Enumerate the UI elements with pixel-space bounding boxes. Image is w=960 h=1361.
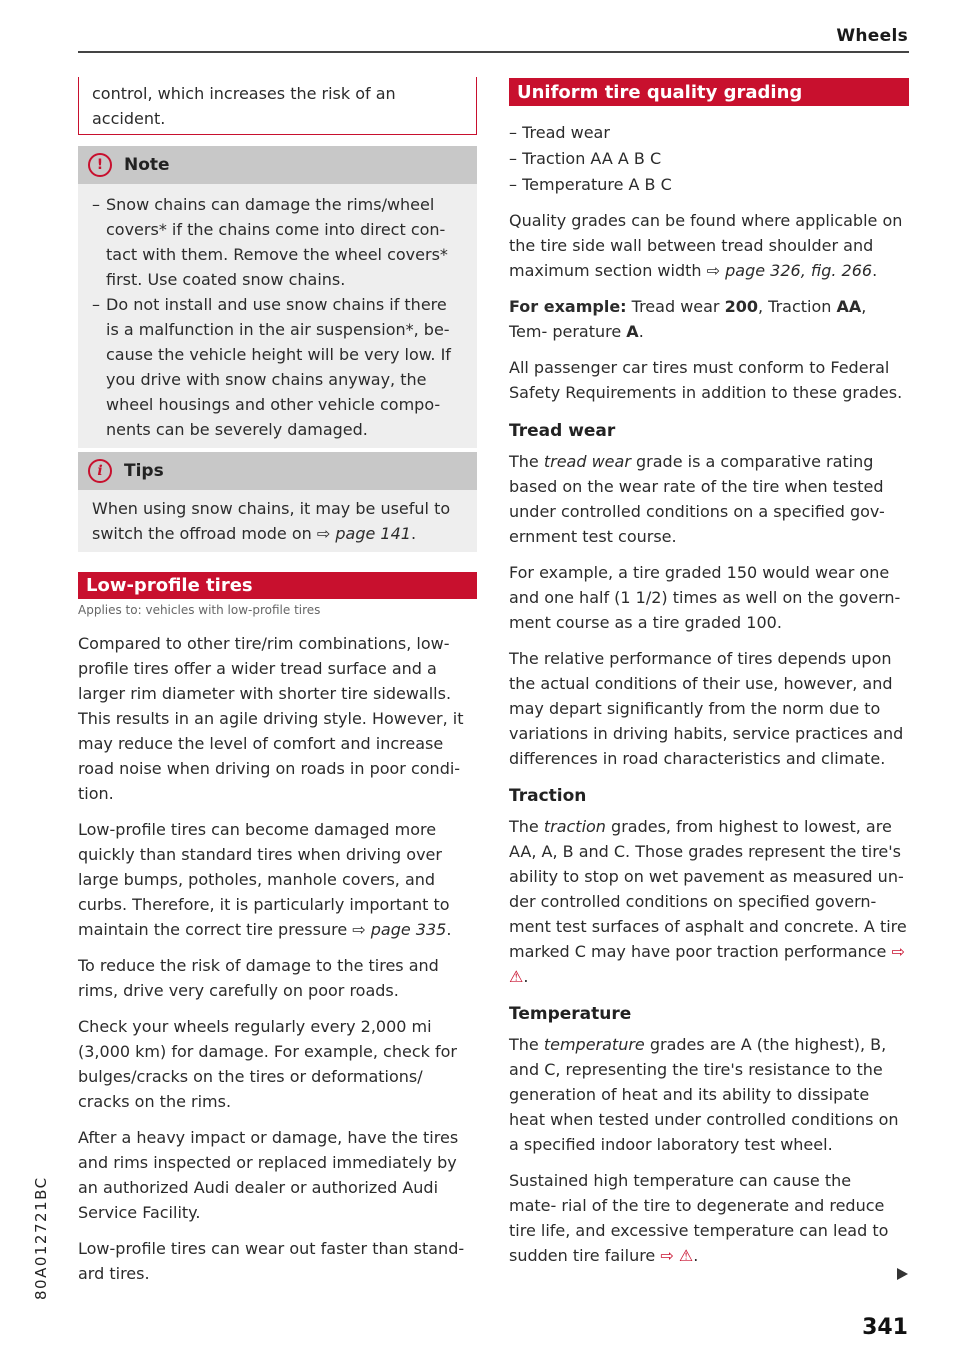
paragraph xyxy=(78,817,470,942)
tips-text xyxy=(78,490,472,552)
list-item: – Traction AA A B C xyxy=(509,149,662,168)
warning-box-continued xyxy=(78,77,477,135)
example-value: 200 xyxy=(724,297,758,316)
exclamation-icon: ! xyxy=(88,153,112,177)
note-list xyxy=(78,184,477,448)
example-text: , Traction xyxy=(758,297,837,316)
list-item: – Temperature A B C xyxy=(509,175,672,194)
subheading-traction: Traction xyxy=(509,786,587,806)
tips-body: When using snow chains, it may be useful to switch the offroad mode on xyxy=(92,499,451,543)
page-number: 341 xyxy=(862,1315,908,1340)
paragraph-text: Sustained high temperature can cause the mate- rial of the tire to degenerate and reduce tire life, and excessive temperature can lead to sudden tire failure xyxy=(509,1171,889,1265)
header-rule xyxy=(78,51,909,53)
paragraph: All passenger car tires must conform to Federal Safety Requirements in addition to these grades. xyxy=(509,358,903,402)
section-heading: Low-profile tires xyxy=(78,572,477,599)
note-box xyxy=(78,146,477,448)
example-text: Tread wear xyxy=(626,297,725,316)
tips-title: Tips xyxy=(124,461,164,481)
subheading-tread-wear: Tread wear xyxy=(509,421,616,441)
section-heading: Uniform tire quality grading xyxy=(509,78,909,106)
paragraph-text: The xyxy=(509,452,544,471)
paragraph-end: . xyxy=(693,1246,699,1265)
warning-text: control, which increases the risk of an accident. xyxy=(92,84,396,128)
utqg-section xyxy=(509,78,909,1268)
warning-ref-icon[interactable]: ⇨ ⚠ xyxy=(509,942,905,986)
paragraph xyxy=(509,208,909,283)
low-profile-section xyxy=(78,572,477,1286)
paragraph: Compared to other tire/rim combinations, low- profile tires offer a wider tread surface and a larger rim diameter with shorter tire sidewalls. This results in an agile driving style. However, it may reduce the level of comfort and increase road noise when driving on roads in poor condi- tion. xyxy=(78,634,464,803)
paragraph xyxy=(509,814,909,989)
paragraph: To reduce the risk of damage to the tires and rims, drive very carefully on poor roads. xyxy=(78,956,439,1000)
applies-to: Applies to: vehicles with low-profile tires xyxy=(78,603,321,617)
page-ref-link[interactable]: ⇨ page 326, fig. 266 xyxy=(706,261,873,280)
paragraph: Low-profile tires can wear out faster than stand- ard tires. xyxy=(78,1239,465,1283)
document-code: 80A012721BC xyxy=(32,1176,50,1300)
paragraph: After a heavy impact or damage, have the tires and rims inspected or replaced immediately by an authorized Audi dealer or authorized Audi Service Facility. xyxy=(78,1128,459,1222)
continue-arrow-icon xyxy=(897,1268,908,1280)
emphasis: temperature xyxy=(543,1035,645,1054)
paragraph-text: grades, from highest to lowest, are AA, A, B and C. Those grades represent the tire's ability to stop on wet pavement as measured un- der controlled conditions on specified govern- ment test surfaces of asphalt and concrete. A tire marked C may have poor traction performance xyxy=(509,817,907,961)
list-item: – Tread wear xyxy=(509,123,610,142)
subheading-temperature: Temperature xyxy=(509,1004,632,1024)
note-header xyxy=(78,146,477,184)
example-value: AA xyxy=(836,297,862,316)
example-text: , Tem- perature xyxy=(509,297,867,341)
tips-header xyxy=(78,452,477,490)
paragraph xyxy=(509,449,909,549)
emphasis: traction xyxy=(543,817,606,836)
paragraph: Check your wheels regularly every 2,000 mi (3,000 km) for damage. For example, check for bulges/cracks on the tires or deformations/ cracks on the rims. xyxy=(78,1017,457,1111)
example-value: A xyxy=(626,322,639,341)
paragraph-end: . xyxy=(872,261,878,280)
tips-box xyxy=(78,452,477,552)
example-label: For example: xyxy=(509,297,627,316)
page-ref-link[interactable]: ⇨ page 335 xyxy=(352,920,447,939)
note-title: Note xyxy=(124,155,170,175)
paragraph-end: . xyxy=(523,967,529,986)
example-paragraph xyxy=(509,294,909,344)
paragraph-text: Quality grades can be found where applicable on the tire side wall between tread shoulder and maximum section width xyxy=(509,211,903,280)
paragraph-text: grades are A (the highest), B, and C, representing the tire's resistance to the generation of heat and its ability to dissipate heat when tested under controlled conditions on a specified indoor laboratory test wheel. xyxy=(509,1035,899,1154)
chapter-title: Wheels xyxy=(836,26,908,46)
info-icon: i xyxy=(88,459,112,483)
emphasis: tread wear xyxy=(543,452,631,471)
note-item: – Snow chains can damage the rims/wheel covers* if the chains come into direct con- tact with them. Remove the wheel covers* first. Use coated snow chains. xyxy=(92,192,462,292)
example-end: . xyxy=(638,322,644,341)
paragraph xyxy=(509,1032,909,1157)
warning-ref-icon[interactable]: ⇨ ⚠ xyxy=(660,1246,694,1265)
grade-list xyxy=(509,120,909,198)
tips-end: . xyxy=(410,524,417,543)
note-item: – Do not install and use snow chains if there is a malfunction in the air suspension*, be- cause the vehicle height will be very low. If you drive with snow chains anyway, the wheel housings and other vehicle compo- nents can be severely damaged. xyxy=(92,292,462,442)
paragraph: The relative performance of tires depends upon the actual conditions of their use, however, and may depart significantly from the norm due to variations in driving habits, service practices and differences in road characteristics and climate. xyxy=(509,649,904,768)
paragraph: For example, a tire graded 150 would wear one and one half (1 1/2) times as well on the govern- ment course as a tire graded 100. xyxy=(509,563,901,632)
paragraph-text: Low-profile tires can become damaged more quickly than standard tires when driving over large bumps, potholes, manhole covers, and curbs. Therefore, it is particularly important to maintain the correct tire pressure xyxy=(78,820,450,939)
paragraph xyxy=(509,1168,901,1268)
paragraph-text: grade is a comparative rating based on the wear rate of the tire when tested under controlled conditions on a specified gov- ernment test course. xyxy=(509,452,885,546)
page-ref-link[interactable]: ⇨ page 141 xyxy=(316,524,411,543)
paragraph-text: The xyxy=(509,1035,544,1054)
paragraph-end: . xyxy=(446,920,452,939)
paragraph-text: The xyxy=(509,817,544,836)
